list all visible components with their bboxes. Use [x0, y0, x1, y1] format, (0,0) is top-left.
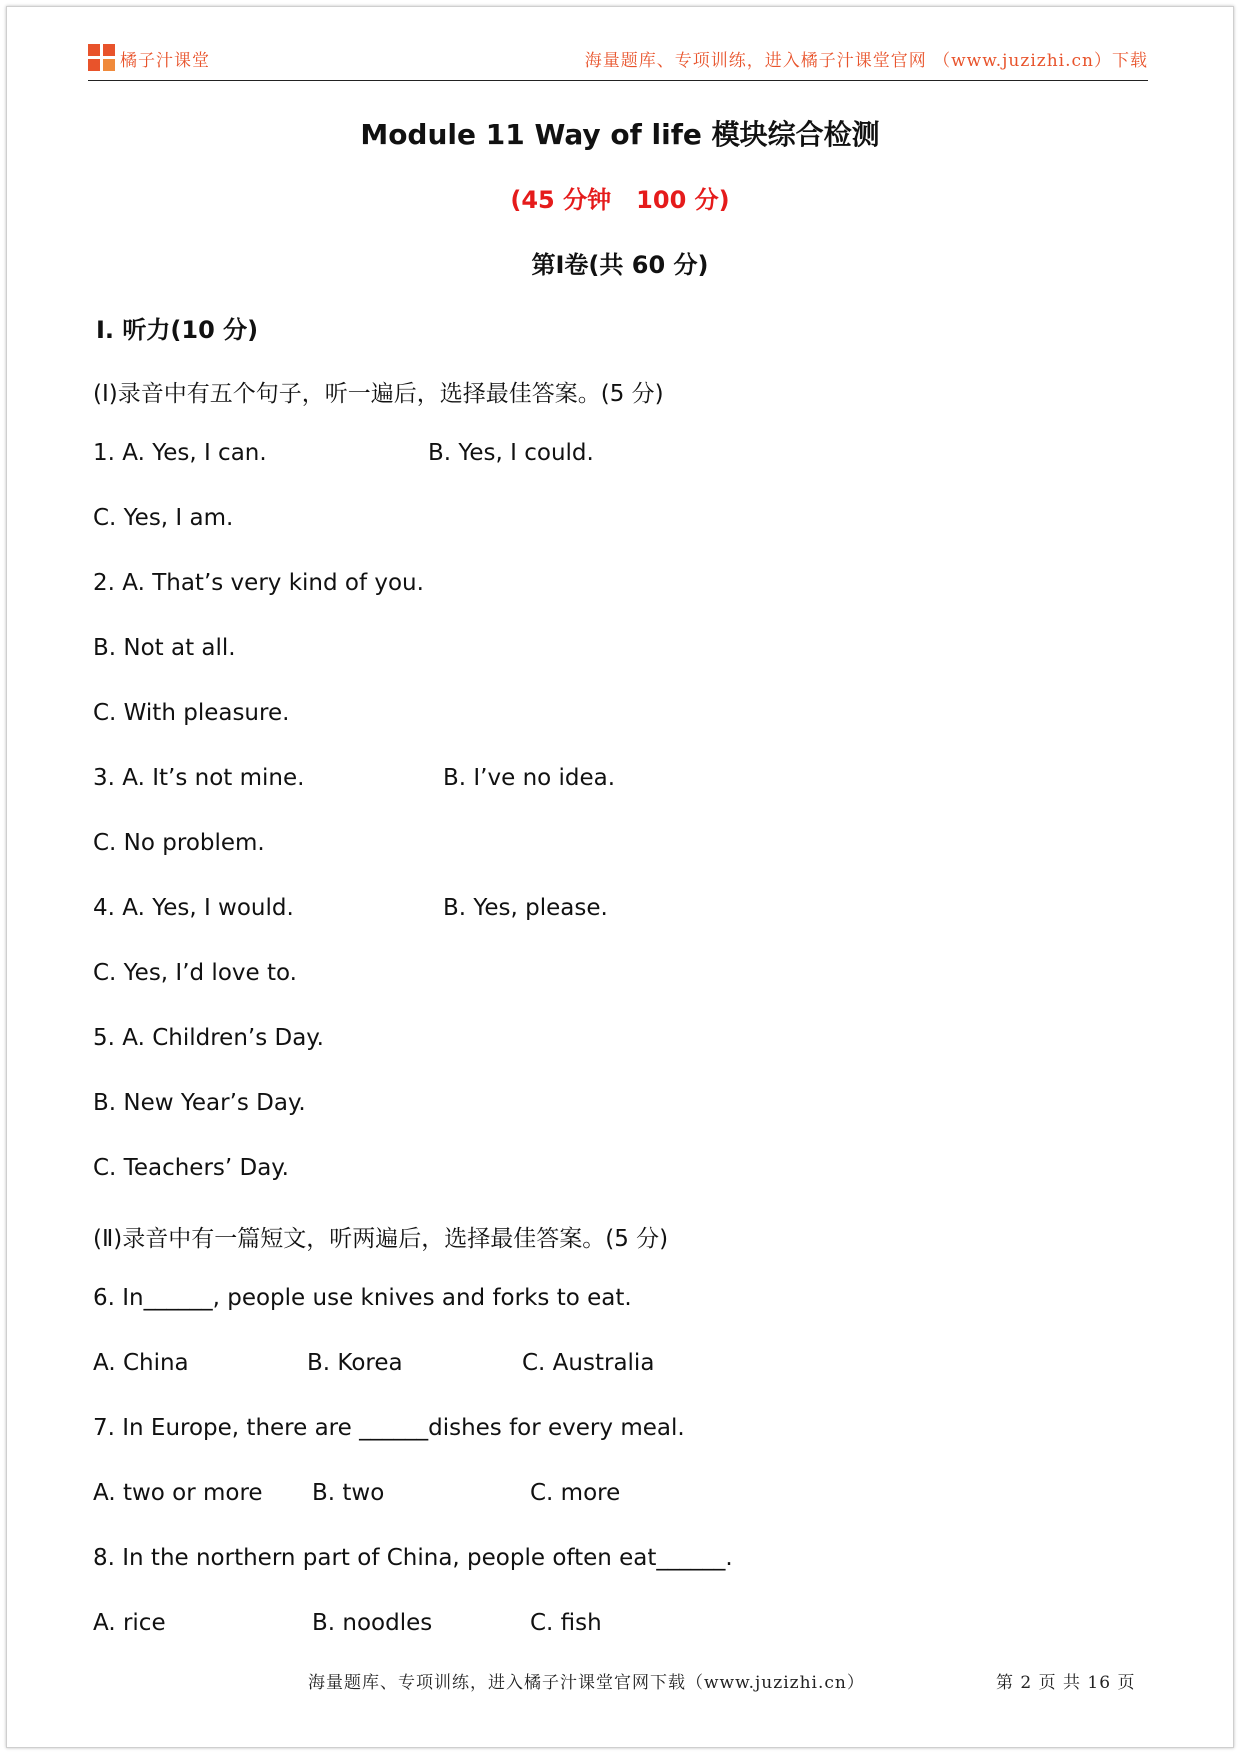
page-header	[88, 40, 1148, 81]
exam-time-score: (45 分钟 100 分)	[510, 186, 730, 214]
footer-promo-text: 海量题库、专项训练，进入橘子汁课堂官网下载（www.juzizhi.cn）	[308, 1673, 865, 1693]
header-promo-text: 海量题库、专项训练，进入橘子汁课堂官网 （www.juzizhi.cn）下载	[584, 51, 1148, 71]
part-i-instruction: (Ⅰ)录音中有五个句子，听一遍后，选择最佳答案。(5 分)	[93, 381, 664, 407]
part-title: 第Ⅰ卷(共 60 分)	[531, 251, 709, 279]
question-1-option-a: 1. A. Yes, I can.	[93, 440, 267, 466]
section-heading-listening: Ⅰ. 听力(10 分)	[96, 316, 259, 344]
question-6-option-a: A. China	[93, 1350, 189, 1376]
brand-logo	[88, 42, 210, 74]
page-title: Module 11 Way of life 模块综合检测	[360, 118, 880, 151]
question-6-option-c: C. Australia	[522, 1350, 655, 1376]
question-8-option-c: C. fish	[530, 1610, 602, 1636]
question-2-option-b: B. Not at all.	[93, 635, 236, 661]
question-2-option-a: 2. A. That’s very kind of you.	[93, 570, 424, 596]
question-7-stem: 7. In Europe, there are ______dishes for every meal.	[93, 1415, 685, 1441]
question-6-option-b: B. Korea	[307, 1350, 403, 1376]
question-4-option-b: B. Yes, please.	[443, 895, 608, 921]
part-ii-instruction: (Ⅱ)录音中有一篇短文，听两遍后，选择最佳答案。(5 分)	[93, 1226, 669, 1252]
question-8-option-b: B. noodles	[312, 1610, 433, 1636]
question-3-option-b: B. I’ve no idea.	[443, 765, 616, 791]
question-4-option-c: C. Yes, I’d love to.	[93, 960, 297, 986]
question-6-stem: 6. In______, people use knives and forks to eat.	[93, 1285, 632, 1311]
page-number: 第 2 页 共 16 页	[996, 1673, 1136, 1693]
question-3-option-c: C. No problem.	[93, 830, 265, 856]
question-5-option-b: B. New Year’s Day.	[93, 1090, 306, 1116]
question-1-option-c: C. Yes, I am.	[93, 505, 234, 531]
question-5-option-a: 5. A. Children’s Day.	[93, 1025, 324, 1051]
question-3-option-a: 3. A. It’s not mine.	[93, 765, 305, 791]
question-2-option-c: C. With pleasure.	[93, 700, 290, 726]
question-8-option-a: A. rice	[93, 1610, 166, 1636]
logo-text: 橘子汁课堂	[120, 50, 210, 71]
question-7-option-c: C. more	[530, 1480, 621, 1506]
question-4-option-a: 4. A. Yes, I would.	[93, 895, 294, 921]
question-7-option-b: B. two	[312, 1480, 385, 1506]
question-5-option-c: C. Teachers’ Day.	[93, 1155, 289, 1181]
question-8-stem: 8. In the northern part of China, people often eat______.	[93, 1545, 733, 1571]
logo-icon	[88, 44, 116, 72]
question-7-option-a: A. two or more	[93, 1480, 263, 1506]
question-1-option-b: B. Yes, I could.	[428, 440, 594, 466]
